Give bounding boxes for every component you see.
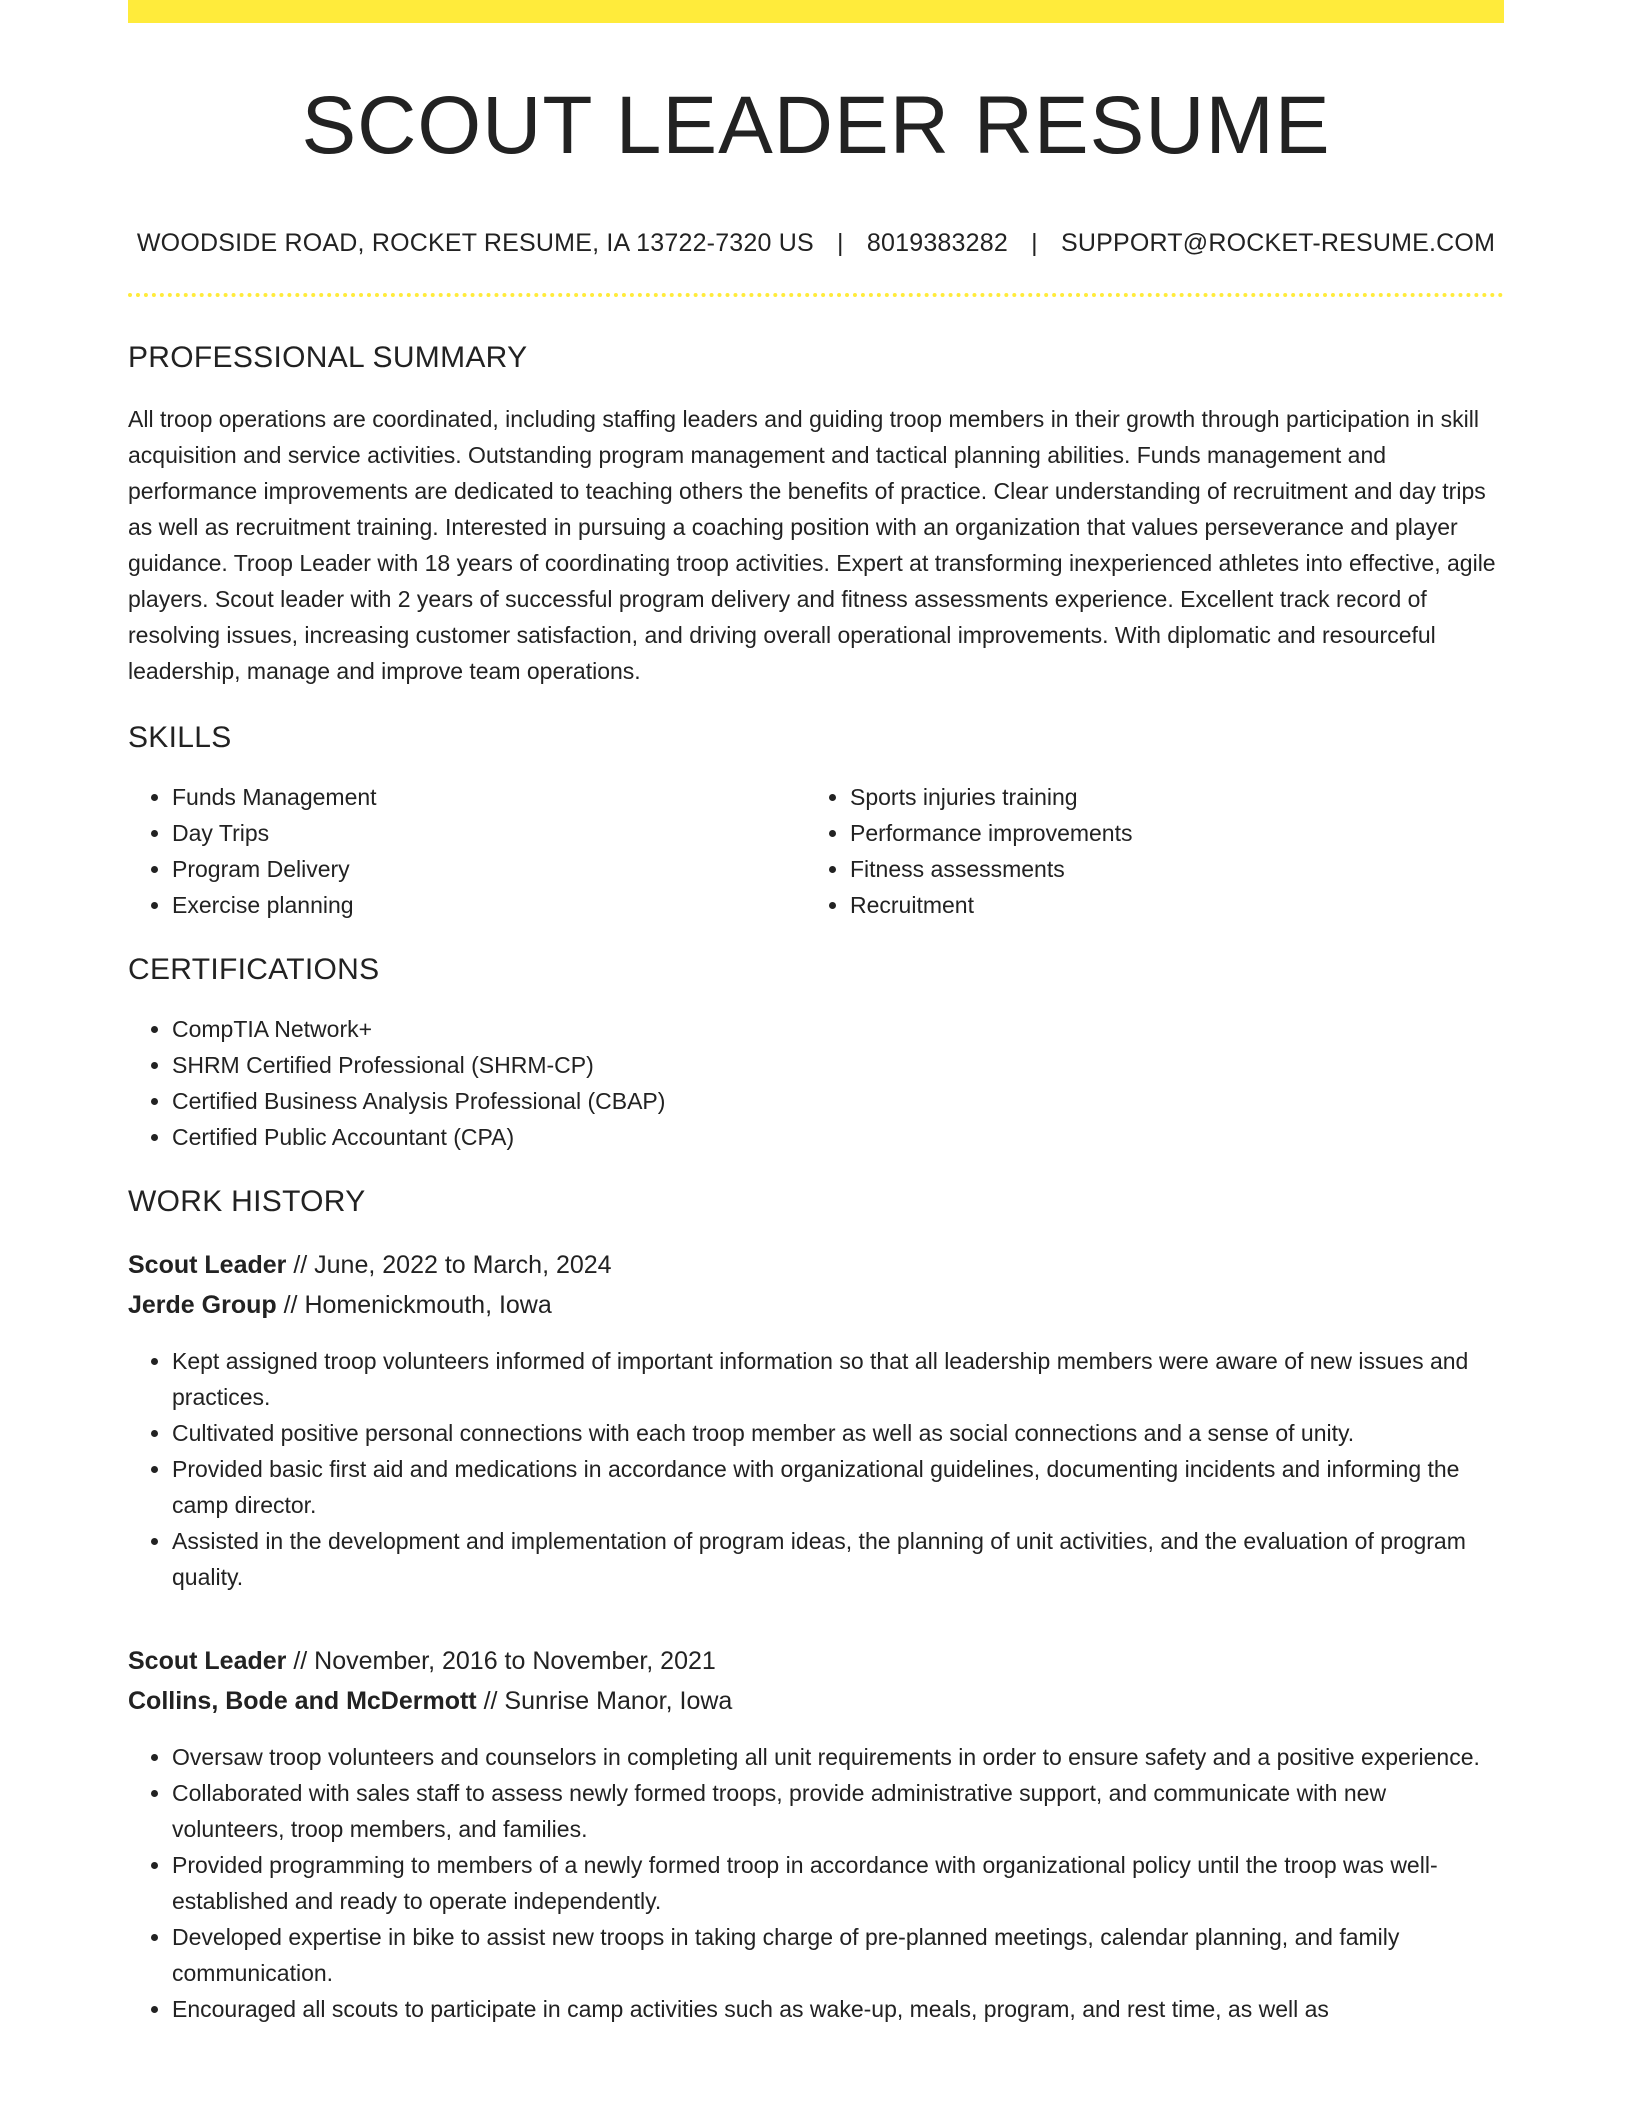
- certification-item: • Certified Business Analysis Professional (CBAP): [172, 1083, 1504, 1119]
- job-duties-list: [128, 1343, 1504, 1595]
- certification-item: • SHRM Certified Professional (SHRM-CP): [172, 1047, 1504, 1083]
- job-duty: • Cultivated positive personal connections with each troop member as well as social connections and a sense of unity.: [172, 1415, 1504, 1451]
- dotted-divider: [128, 293, 1504, 297]
- job-role: Scout Leader: [128, 1251, 287, 1280]
- job-duty: • Encouraged all scouts to participate in camp activities such as wake-up, meals, program, and rest time, as well as: [172, 1991, 1504, 2027]
- skill-item: • Sports injuries training: [850, 779, 1484, 815]
- work-history-heading: WORK HISTORY: [128, 1185, 366, 1219]
- job-duty: • Developed expertise in bike to assist new troops in taking charge of pre-planned meetings, calendar planning, and family communication.: [172, 1919, 1504, 1991]
- job-entry: [128, 1641, 1504, 2027]
- skill-item: • Fitness assessments: [850, 851, 1484, 887]
- certifications-list: [128, 1011, 1504, 1155]
- contact-separator: |: [1031, 229, 1038, 258]
- resume-title: SCOUT LEADER RESUME: [301, 80, 1331, 171]
- job-dates: // November, 2016 to November, 2021: [286, 1647, 716, 1676]
- job-dates: // June, 2022 to March, 2024: [286, 1251, 612, 1280]
- contact-phone: 8019383282: [866, 229, 1008, 258]
- resume-page: [128, 0, 1504, 2027]
- job-duty: • Provided basic first aid and medications in accordance with organizational guidelines, documenting incidents and informing the camp director.: [172, 1451, 1504, 1523]
- job-location: // Sunrise Manor, Iowa: [476, 1687, 733, 1716]
- job-company-line: [128, 1285, 1504, 1325]
- skills-list-left: [128, 779, 806, 923]
- certifications-heading: CERTIFICATIONS: [128, 953, 380, 987]
- skills-grid: [128, 779, 1504, 923]
- summary-heading: PROFESSIONAL SUMMARY: [128, 341, 528, 375]
- job-duty: • Collaborated with sales staff to assess newly formed troops, provide administrative support, and communicate with new volunteers, troop members, and families.: [172, 1775, 1504, 1847]
- skill-item: • Recruitment: [850, 887, 1484, 923]
- skill-item: • Day Trips: [172, 815, 806, 851]
- job-role: Scout Leader: [128, 1647, 287, 1676]
- skills-list-right: [806, 779, 1484, 923]
- job-title-line: [128, 1641, 1504, 1681]
- skill-item: • Performance improvements: [850, 815, 1484, 851]
- skill-item: • Exercise planning: [172, 887, 806, 923]
- job-duty: • Assisted in the development and implementation of program ideas, the planning of unit activities, and the evaluation of program quality.: [172, 1523, 1504, 1595]
- job-company: Jerde Group: [128, 1291, 277, 1320]
- job-company: Collins, Bode and McDermott: [128, 1687, 477, 1716]
- certification-item: • CompTIA Network+: [172, 1011, 1504, 1047]
- job-duties-list: [128, 1739, 1504, 2027]
- job-duty: • Provided programming to members of a newly formed troop in accordance with organizational policy until the troop was well-established and ready to operate independently.: [172, 1847, 1504, 1919]
- job-location: // Homenickmouth, Iowa: [276, 1291, 552, 1320]
- job-entry: [128, 1245, 1504, 1595]
- job-duty: • Kept assigned troop volunteers informed of important information so that all leadership members were aware of new issues and practices.: [172, 1343, 1504, 1415]
- certification-item: • Certified Public Accountant (CPA): [172, 1119, 1504, 1155]
- summary-text: All troop operations are coordinated, including staffing leaders and guiding troop members in their growth through participation in skill acquisition and service activities. Outstanding program management and tactical planning abilities. Funds management and performance improvements are dedicated to teaching others the benefits of practice. Clear understanding of recruitment and day trips as well as recruitment training. Interested in pursuing a coaching position with an organization that values perseverance and player guidance. Troop Leader with 18 years of coordinating troop activities. Expert at transforming inexperienced athletes into effective, agile players. Scout leader with 2 years of successful program delivery and fitness assessments experience. Excellent track record of resolving issues, increasing customer satisfaction, and driving overall operational improvements. With diplomatic and resourceful leadership, manage and improve team operations.: [128, 406, 1496, 685]
- skill-item: • Funds Management: [172, 779, 806, 815]
- contact-line: [128, 229, 1504, 258]
- contact-email: SUPPORT@ROCKET-RESUME.COM: [1060, 229, 1496, 258]
- skill-item: • Program Delivery: [172, 851, 806, 887]
- job-duty: • Oversaw troop volunteers and counselors in completing all unit requirements in order to ensure safety and a positive experience.: [172, 1739, 1504, 1775]
- skills-heading: SKILLS: [128, 721, 232, 755]
- contact-address: WOODSIDE ROAD, ROCKET RESUME, IA 13722-7320 US: [136, 229, 814, 258]
- top-accent-bar: [128, 0, 1504, 23]
- job-title-line: [128, 1245, 1504, 1285]
- contact-separator: |: [837, 229, 844, 258]
- job-company-line: [128, 1681, 1504, 1721]
